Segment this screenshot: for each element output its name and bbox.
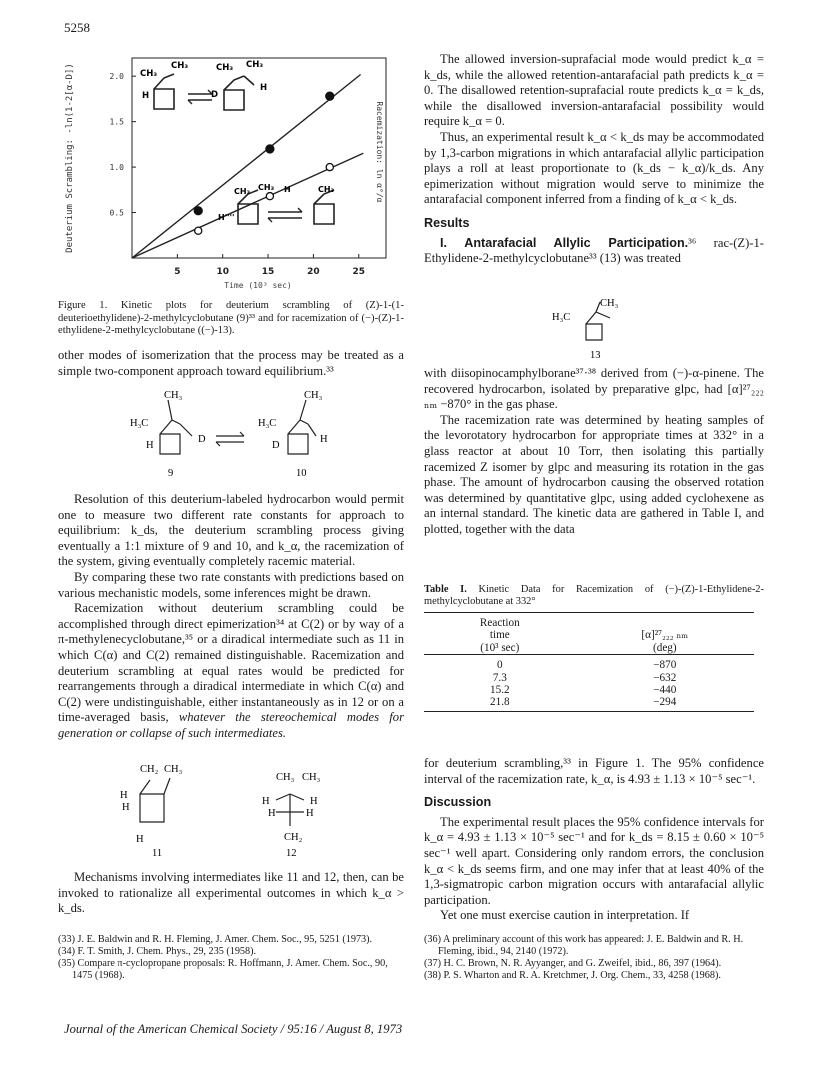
svg-text:D: D — [198, 434, 206, 445]
x-tick-label: 25 — [352, 267, 366, 277]
cell-rotation: −294 — [653, 696, 677, 709]
svg-text:H: H — [306, 808, 314, 819]
y-axis-label: Deuterium Scrambling: -ln(1-2[α-D]) — [65, 63, 75, 253]
svg-text:CH₃: CH₃ — [246, 60, 264, 70]
data-point-series-2 — [326, 163, 333, 170]
paragraph-antarafacial: I. Antarafacial Allylic Participation.³⁶ rac-(Z)-1-Ethylidene-2-methylcyclobutane³³ (13) was treated — [424, 235, 764, 266]
svg-text:CH₃: CH₃ — [600, 298, 619, 309]
kinetic-data-table — [424, 613, 754, 709]
right-column-bottom — [424, 756, 764, 924]
svg-text:H: H — [310, 796, 318, 807]
table-row — [424, 659, 754, 671]
cell-time: 21.8 — [490, 696, 510, 709]
left-column-top — [58, 348, 404, 379]
footnote-35: (35) Compare π-cyclopropane proposals: R. Hoffmann, J. Amer. Chem. Soc., 90, 1475 (1968). — [58, 958, 388, 981]
figure-structure-top — [140, 60, 267, 110]
svg-text:9: 9 — [168, 468, 174, 479]
svg-text:CH₃: CH₃ — [276, 772, 295, 783]
data-point-series-2 — [266, 193, 273, 200]
svg-text:10: 10 — [296, 468, 307, 479]
footnote-37: (37) H. C. Brown, N. R. Ayyanger, and G. Zweifel, ibid., 86, 397 (1964). — [424, 958, 722, 969]
paragraph-intro: other modes of isomerization that the process may be treated as a simple two-component approach toward equilibrium.³³ — [58, 348, 404, 378]
right-footnotes — [424, 934, 764, 982]
svg-text:H: H — [262, 796, 270, 807]
svg-text:CH₃: CH₃ — [304, 390, 323, 401]
footnote-36: (36) A preliminary account of this work has appeared: J. E. Baldwin and R. H. Fleming, ibid., 94, 2140 (1972). — [424, 934, 744, 957]
paragraph-mechanisms: Mechanisms involving intermediates like 11 and 12, then, can be invoked to rationalize all experimental outcomes in which k_α > k_ds. — [58, 870, 404, 916]
left-column-bottom — [58, 870, 404, 917]
figure-1-caption: Figure 1. Kinetic plots for deuterium scrambling of (Z)-1-(1-deuterioethylidene)-2-methylcyclobutane (9)³³ and for racemization of (−)-(Z)-1-ethylidene-2-methylcyclobutane ((−)-13). — [58, 300, 404, 337]
footnote-34: (34) F. T. Smith, J. Chem. Phys., 29, 235 (1958). — [58, 946, 257, 957]
journal-footer: Journal of the American Chemical Society / 95:16 / August 8, 1973 — [64, 1022, 403, 1036]
svg-text:H: H — [284, 185, 291, 194]
figure-1 — [58, 52, 408, 298]
paragraph-racemization: Racemization without deuterium scrambling could be accomplished through direct epimerization³⁴ at C(2) or by way of a π-methylenecyclobutane,³⁵ or a diradical intermediate such as 11 in which C(α) and C(2) remained distinguishable. Racemization and deuterium scrambling at equal rates would be predicted for rearrangements through a diradical intermediate in which C(α) and C(2) were undistinguishable, either instantaneously as in 12 or on a time-averaged basis, whatever the stereochemical modes for generation or collapse of such intermediates. — [58, 601, 404, 740]
data-point-series-1 — [326, 92, 334, 100]
x-tick-label: 20 — [307, 267, 320, 277]
svg-text:H: H — [320, 434, 328, 445]
svg-text:D: D — [272, 440, 280, 451]
table-row — [424, 672, 754, 684]
paragraph-discussion: The experimental result places the 95% confidence intervals for k_α = 4.93 ± 1.13 × 10⁻⁵ sec⁻¹ and for k_ds = 8.15 ± 0.60 × 10⁻⁵ sec⁻¹ well apart. Considering only random errors, the conclusion k_α < k_ds seems firm, and one may infer that at least 40% of the 1,3-sigmatropic carbon migration occurs with antarafacial allylic participation. — [424, 814, 764, 907]
y-tick-label: 1.5 — [109, 117, 124, 127]
y-tick-label: 0.5 — [109, 208, 124, 218]
cell-time: 15.2 — [490, 684, 510, 697]
table-row — [424, 696, 754, 708]
svg-text:CH₃: CH₃ — [164, 764, 183, 775]
header-rotation: [α]²⁷₂₂₂ ₙₘ (deg) — [641, 629, 689, 654]
svg-text:H: H — [120, 790, 128, 801]
svg-text:CH₃: CH₃ — [171, 61, 189, 71]
svg-text:CH₃: CH₃ — [234, 187, 251, 196]
cell-rotation: −632 — [653, 671, 677, 684]
cell-time: 7.3 — [492, 671, 507, 684]
svg-text:H: H — [142, 91, 150, 101]
svg-text:H₃C: H₃C — [552, 312, 571, 323]
paragraph-yet: Yet one must exercise caution in interpretation. If — [440, 908, 690, 923]
structures-9-10 — [120, 384, 360, 486]
footnote-33: (33) J. E. Baldwin and R. H. Fleming, J. Amer. Chem. Soc., 95, 5251 (1973). — [58, 934, 373, 945]
header-time: Reaction time (10³ sec) — [479, 617, 520, 654]
paragraph-scrambling: for deuterium scrambling,³³ in Figure 1. The 95% confidence interval of the racemization rate, k_α, is 4.93 ± 1.13 × 10⁻⁵ sec⁻¹. — [424, 756, 764, 786]
svg-text:CH₃: CH₃ — [318, 185, 335, 194]
svg-text:H: H — [136, 834, 144, 845]
data-point-series-1 — [266, 145, 274, 153]
svg-text:CH₃: CH₃ — [140, 69, 158, 79]
svg-text:H: H — [260, 83, 268, 93]
svg-text:H: H — [268, 808, 276, 819]
svg-text:CH₂: CH₂ — [140, 764, 159, 775]
y-tick-label: 2.0 — [109, 72, 124, 82]
svg-text:H'''': H'''' — [218, 213, 235, 222]
paragraph-diisopinocamphylborane: with diisopinocamphylborane³⁷·³⁸ derived from (−)-α-pinene. The recovered hydrocarbon, isolated by preparative glpc, had [α]²⁷₂₂₂ ₙₘ −870° in the gas phase. — [424, 366, 764, 412]
cell-time: 0 — [497, 659, 503, 672]
table-1-caption: Table I. Kinetic Data for Racemization of (−)-(Z)-1-Ethylidene-2-methylcyclobutane at 332° — [424, 584, 764, 607]
y-tick-label: 1.0 — [109, 163, 124, 173]
data-point-series-1 — [194, 207, 202, 215]
page-number: 5258 — [64, 20, 90, 35]
svg-text:H₃C: H₃C — [258, 418, 277, 429]
results-heading: Results — [424, 215, 470, 230]
svg-text:13: 13 — [590, 350, 601, 361]
figure-structure-bottom — [218, 183, 335, 224]
paragraph-comparing: By comparing these two rate constants with predictions based on various mechanistic models, some inferences might be drawn. — [58, 569, 404, 600]
svg-text:CH₃: CH₃ — [216, 63, 234, 73]
table-1 — [424, 584, 764, 712]
figure-1-plot — [58, 52, 408, 298]
right-axis-label: Racemization: ln α°/α — [375, 101, 384, 203]
x-tick-label: 15 — [261, 267, 275, 277]
svg-text:CH₃: CH₃ — [258, 183, 275, 192]
svg-text:CH₃: CH₃ — [302, 772, 321, 783]
svg-text:H₃C: H₃C — [130, 418, 149, 429]
svg-text:11: 11 — [152, 848, 163, 859]
paragraph-allowed: The allowed inversion-suprafacial mode would predict k_α = k_ds, while the allowed retention-antarafacial path predicts k_α = 0. The disallowed retention-suprafacial route predicts k_α = k_ds, while the disallowed inversion-antarafacial possibility would require k_α = 0. — [424, 52, 764, 129]
cell-rotation: −440 — [653, 684, 677, 697]
svg-text:CH₂: CH₂ — [284, 832, 303, 843]
svg-text:H: H — [146, 440, 154, 451]
paragraph-thus: Thus, an experimental result k_α < k_ds may be accommodated by 1,3-carbon migrations in which antarafacial allylic participation plays a roll at least proportionate to (k_ds − k_α)/k_ds. Any epimerization without migration would serve to minimize the antarafacial component inferred from a finding of k_α < k_ds. — [424, 129, 764, 207]
x-tick-label: 5 — [174, 267, 181, 277]
paragraph-resolution: Resolution of this deuterium-labeled hydrocarbon would permit one to measure two different rate constants for approach to equilibrium: k_ds, the deuterium scrambling process giving eventually a 1:1 mixture of 9 and 10, and k_α, the racemization of the system, giving eventually completely racemic material. — [58, 492, 404, 569]
left-column-mid — [58, 492, 404, 742]
svg-text:CH₃: CH₃ — [164, 390, 183, 401]
footnote-38: (38) P. S. Wharton and R. A. Kretchmer, J. Org. Chem., 33, 4258 (1968). — [424, 970, 721, 981]
svg-text:H: H — [122, 802, 130, 813]
data-point-series-2 — [195, 227, 202, 234]
x-tick-label: 10 — [216, 267, 229, 277]
discussion-heading: Discussion — [424, 795, 492, 810]
right-column-top — [424, 52, 764, 267]
left-footnotes — [58, 934, 404, 982]
svg-text:12: 12 — [286, 848, 297, 859]
x-axis-label: Time (10³ sec) — [224, 281, 292, 290]
table-row — [424, 684, 754, 696]
structures-11-12 — [80, 760, 380, 859]
right-column-mid — [424, 366, 764, 538]
paragraph-rate: The racemization rate was determined by heating samples of the levorotatory hydrocarbon for appropriate times at 332° in a glass reactor at about 10 Torr, then isolating this partially racemized Z isomer by glpc and measuring its rotation in the gas phase. The amount of hydrocarbon causing the observed rotation was determined by quantitative glpc, using added cyclohexene as an internal standard. The kinetic data are gathered in Table I, and plotted, together with the data — [424, 412, 764, 536]
cell-rotation: −870 — [653, 659, 677, 672]
svg-text:D: D — [211, 90, 219, 100]
structure-13 — [540, 296, 660, 362]
